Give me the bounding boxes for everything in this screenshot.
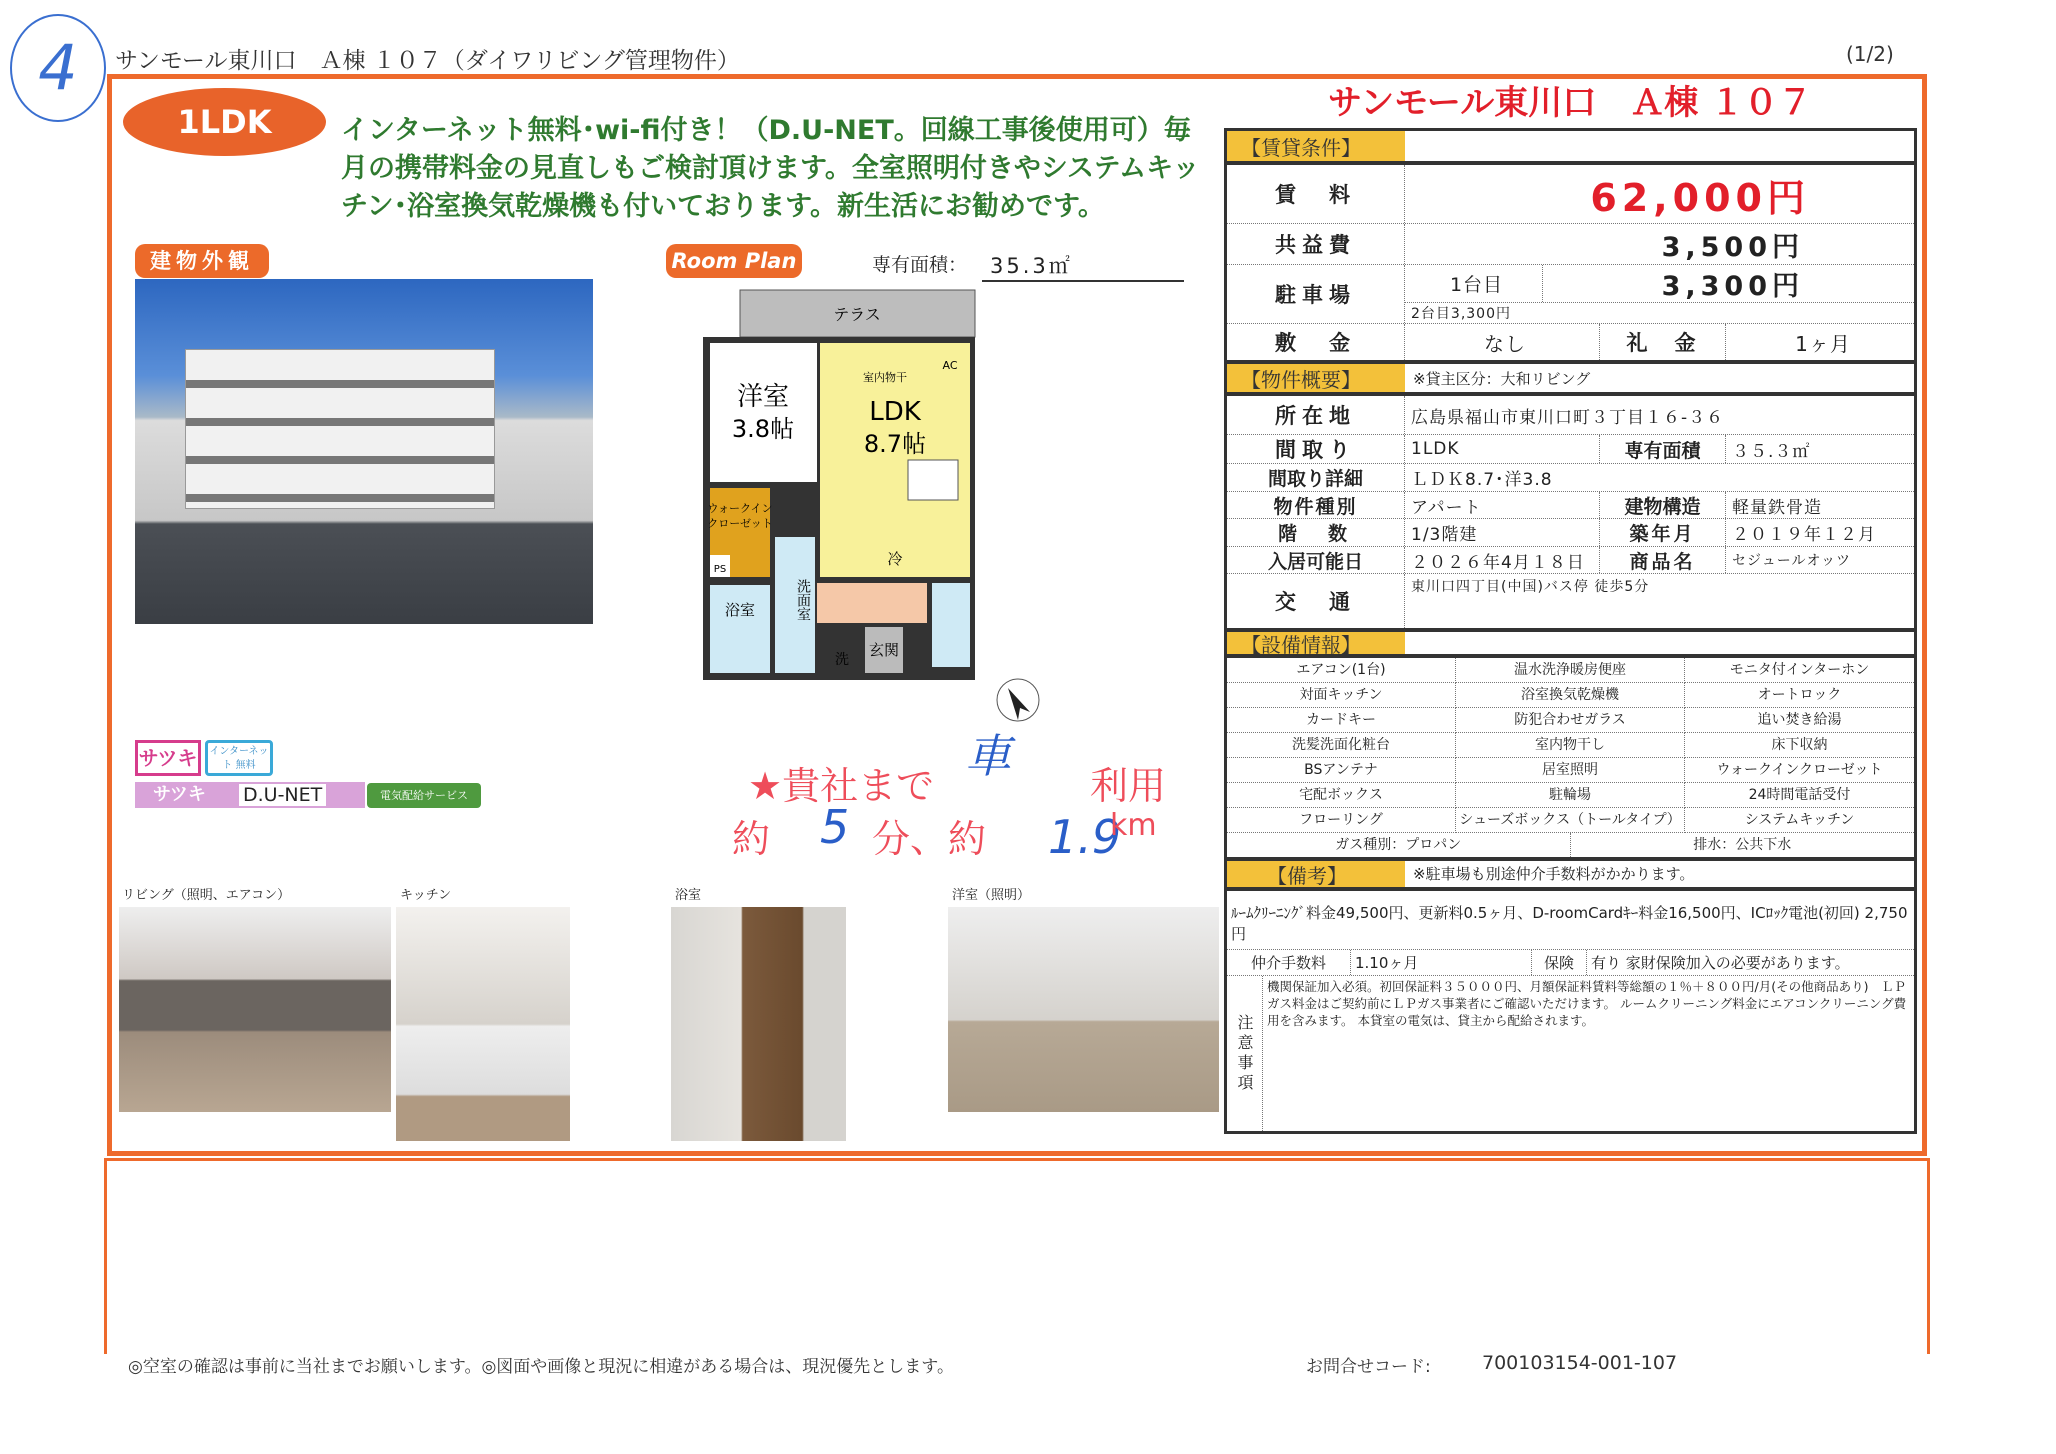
equipment-item: 宅配ボックス	[1227, 783, 1456, 808]
equipment-item: 駐輪場	[1456, 783, 1685, 808]
section-label: 【設備情報】	[1227, 632, 1405, 654]
western-room-label: 洋室	[736, 382, 790, 412]
area-label: 専有面積：	[872, 254, 968, 276]
satsuki-logo: サツキ	[135, 740, 201, 776]
satsuki-dunet-logo	[135, 782, 365, 808]
exterior-label: 建物外観	[135, 244, 269, 278]
ac-label: AC	[942, 359, 958, 372]
equipment-item: カードキー	[1227, 708, 1456, 733]
access-label: 交 通	[1227, 574, 1405, 628]
equipment-item: 床下収納	[1685, 733, 1914, 758]
parking-slot: 1台目	[1405, 265, 1543, 302]
area-label: 専有面積	[1599, 435, 1726, 463]
photo-label-living: リビング（照明、エアコン）	[122, 888, 291, 903]
inquiry-code: 700103154-001-107	[1482, 1352, 1678, 1374]
stamp-use: 利用	[1090, 764, 1167, 808]
stamp-approx: 約	[732, 817, 771, 861]
product-label: 商品名	[1599, 547, 1726, 573]
layout-detail-value: ＬＤＫ8.7･洋3.8	[1411, 470, 1553, 490]
equipment-item: 居室照明	[1456, 758, 1685, 783]
equipment-item: 24時間電話受付	[1685, 783, 1914, 808]
insurance-value: 有り 家財保険加入の必要があります。	[1591, 954, 1850, 972]
washer-label: 洗	[835, 652, 849, 668]
equipment-item: 温水洗浄暖房便座	[1456, 658, 1685, 683]
type-label: 物件種別	[1227, 492, 1405, 518]
ldk-label: LDK	[869, 397, 921, 427]
structure-label: 建物構造	[1599, 492, 1726, 518]
landlord-note: ※貸主区分：大和リビング	[1413, 370, 1591, 388]
layout-detail-label: 間取り詳細	[1227, 464, 1405, 491]
drying-label: 室内物干	[863, 371, 907, 384]
equipment-item: モニタ付インターホン	[1685, 658, 1914, 683]
rent-label: 賃 料	[1227, 165, 1405, 223]
layout-value: 1LDK	[1411, 439, 1460, 459]
brokerage-fee-label: 仲介手数料	[1227, 950, 1351, 975]
section-label: 【物件概要】	[1227, 364, 1405, 392]
type-value: アパート	[1411, 497, 1482, 518]
page-number: (1/2)	[1846, 42, 1894, 66]
photo-label-kitchen: キッチン	[400, 888, 452, 903]
caution-label: 注意事項	[1227, 976, 1263, 1131]
equipment-item: 対面キッチン	[1227, 683, 1456, 708]
deposit-label: 敷 金	[1227, 324, 1405, 360]
north-arrow-icon	[1008, 688, 1030, 720]
property-table	[1224, 128, 1917, 1134]
ps-label: PS	[713, 564, 727, 575]
photo-label-western: 洋室（照明）	[952, 888, 1031, 903]
access-value: 東川口四丁目(中国)バス停 徒歩5分	[1411, 579, 1650, 595]
floors-label: 階 数	[1227, 519, 1405, 546]
wic-label-2: クローゼット	[707, 517, 773, 530]
deposit-value: なし	[1484, 331, 1526, 356]
room-plan-label: Room Plan	[666, 244, 802, 278]
internet-free-logo: インターネット 無料	[205, 740, 273, 776]
stamp-to-office: ★貴社まで	[748, 764, 935, 808]
stamp-km: km	[1110, 808, 1157, 843]
equipment-item: エアコン(1台)	[1227, 658, 1456, 683]
satsuki-text: サツキ	[153, 784, 206, 805]
stamp-minutes: 分、約	[872, 817, 987, 861]
wic-label-1: ウォークイン	[707, 502, 773, 515]
equipment-grid	[1227, 658, 1914, 833]
electric-service-logo: 電気配給サービス	[367, 783, 481, 808]
movein-label: 入居可能日	[1227, 547, 1405, 573]
key-money-value: 1ヶ月	[1795, 331, 1851, 356]
insurance-label: 保険	[1532, 950, 1587, 975]
handwritten-minutes: 5	[820, 800, 850, 854]
section-label: 【備考】	[1227, 861, 1405, 887]
section-label: 【賃貸条件】	[1227, 131, 1405, 161]
property-title: サンモール東川口 Ａ棟 １０７	[1327, 83, 1813, 123]
built-label: 築年月	[1599, 519, 1726, 546]
handwritten-km: 1.9	[1048, 810, 1122, 864]
equipment-item: 防犯合わせガラス	[1456, 708, 1685, 733]
parking-fee-note: ※駐車場も別途仲介手数料がかかります。	[1413, 865, 1695, 883]
floor-plan	[700, 285, 1045, 730]
section-rental	[1227, 131, 1914, 165]
kitchen-photo	[396, 907, 570, 1141]
equipment-item: BSアンテナ	[1227, 758, 1456, 783]
entrance-label: 玄関	[868, 641, 900, 659]
bath-photo	[671, 907, 846, 1141]
structure-value: 軽量鉄骨造	[1732, 497, 1822, 518]
bath-label: 浴室	[724, 601, 756, 619]
handwritten-number: 4	[10, 14, 106, 122]
utility-row	[1227, 833, 1914, 857]
caution-text: 機関保証加入必須。初回保証料３５０００円、月額保証料賃料等総額の１％＋８００円/月(その他商品あり) ＬＰガス料金はご契約前にＬＰガス事業者にご確認いただけます。 ルームクリーニング料金にエアコンクリーニング費用を含みます。 本貸室の電気は、貸主から配給されます。	[1267, 979, 1907, 1028]
remarks-text: ﾙｰﾑｸﾘｰﾆﾝｸﾞ料金49,500円、更新料0.5ヶ月、D-roomCardｷｰ料金16,500円、ICﾛｯｸ電池(初回) 2,750円	[1227, 891, 1914, 950]
drainage: 排水：公共下水	[1693, 837, 1792, 853]
equipment-item: 室内物干し	[1456, 733, 1685, 758]
parking-fee: 3,300円	[1661, 271, 1804, 302]
inquiry-code-label: お問合せコード:	[1306, 1357, 1431, 1377]
lower-frame	[104, 1158, 1930, 1354]
equipment-item: 洗髪洗面化粧台	[1227, 733, 1456, 758]
handwritten-mode: 車	[965, 729, 1011, 783]
common-fee-label: 共益費	[1227, 224, 1405, 264]
living-photo	[119, 907, 391, 1112]
address-label: 所在地	[1227, 396, 1405, 434]
ldk-size: 8.7帖	[863, 430, 927, 458]
common-fee-value: 3,500円	[1661, 231, 1804, 263]
area-value: 35.3㎡	[982, 250, 1184, 282]
western-room-size: 3.8帖	[731, 415, 795, 443]
brokerage-fee-value: 1.10ヶ月	[1351, 950, 1532, 975]
address-value: 広島県福山市東川口町３丁目１６-３６	[1411, 407, 1725, 428]
floors-value: 1/3階建	[1411, 525, 1478, 545]
equipment-item: 浴室換気乾燥機	[1456, 683, 1685, 708]
building-photo	[135, 279, 593, 624]
parking-label: 駐車場	[1227, 265, 1405, 323]
equipment-item: シューズボックス（トールタイプ）	[1456, 808, 1685, 833]
photo-label-bath: 浴室	[675, 888, 702, 903]
washroom-label: 洗面室	[795, 579, 811, 621]
layout-label: 間取り	[1227, 435, 1405, 463]
section-remarks	[1227, 857, 1914, 891]
fridge-label: 冷	[887, 550, 903, 568]
terrace-label: テラス	[833, 305, 881, 324]
equipment-item: フローリング	[1227, 808, 1456, 833]
equipment-item: ウォークインクローゼット	[1685, 758, 1914, 783]
equipment-item: 追い焚き給湯	[1685, 708, 1914, 733]
built-value: ２０１９年１２月	[1732, 525, 1876, 545]
dunet-text: D.U-NET	[239, 784, 326, 806]
document-title: サンモール東川口 Ａ棟 １０７（ダイワリビング管理物件）	[115, 48, 740, 74]
section-overview	[1227, 360, 1914, 396]
layout-badge: 1LDK	[123, 88, 326, 156]
product-value: セジュールオッツ	[1732, 553, 1852, 569]
rent-value: 62,000円	[1590, 175, 1810, 220]
area-value: ３５.３㎡	[1732, 441, 1811, 462]
catchcopy: インターネット無料･wi-fi付き！（D.U-NET。回線工事後使用可）毎月の携帯料金の見直しもご検討頂けます。全室照明付きやシステムキッチン･浴室換気乾燥機も付いております。新生活にお勧めです。	[341, 115, 1200, 222]
section-equipment	[1227, 628, 1914, 658]
movein-value: ２０２６年4月１８日	[1411, 552, 1585, 573]
equipment-item: オートロック	[1685, 683, 1914, 708]
gas-type: ガス種別：プロパン	[1227, 833, 1571, 857]
key-money-label: 礼 金	[1599, 324, 1726, 360]
western-room-photo	[948, 907, 1219, 1112]
equipment-item: システムキッチン	[1685, 808, 1914, 833]
footer-notice: ◎空室の確認は事前に当社までお願いします。◎図面や画像と現況に相違がある場合は、現況優先とします。	[128, 1357, 954, 1377]
parking-second: 2台目3,300円	[1411, 306, 1511, 322]
